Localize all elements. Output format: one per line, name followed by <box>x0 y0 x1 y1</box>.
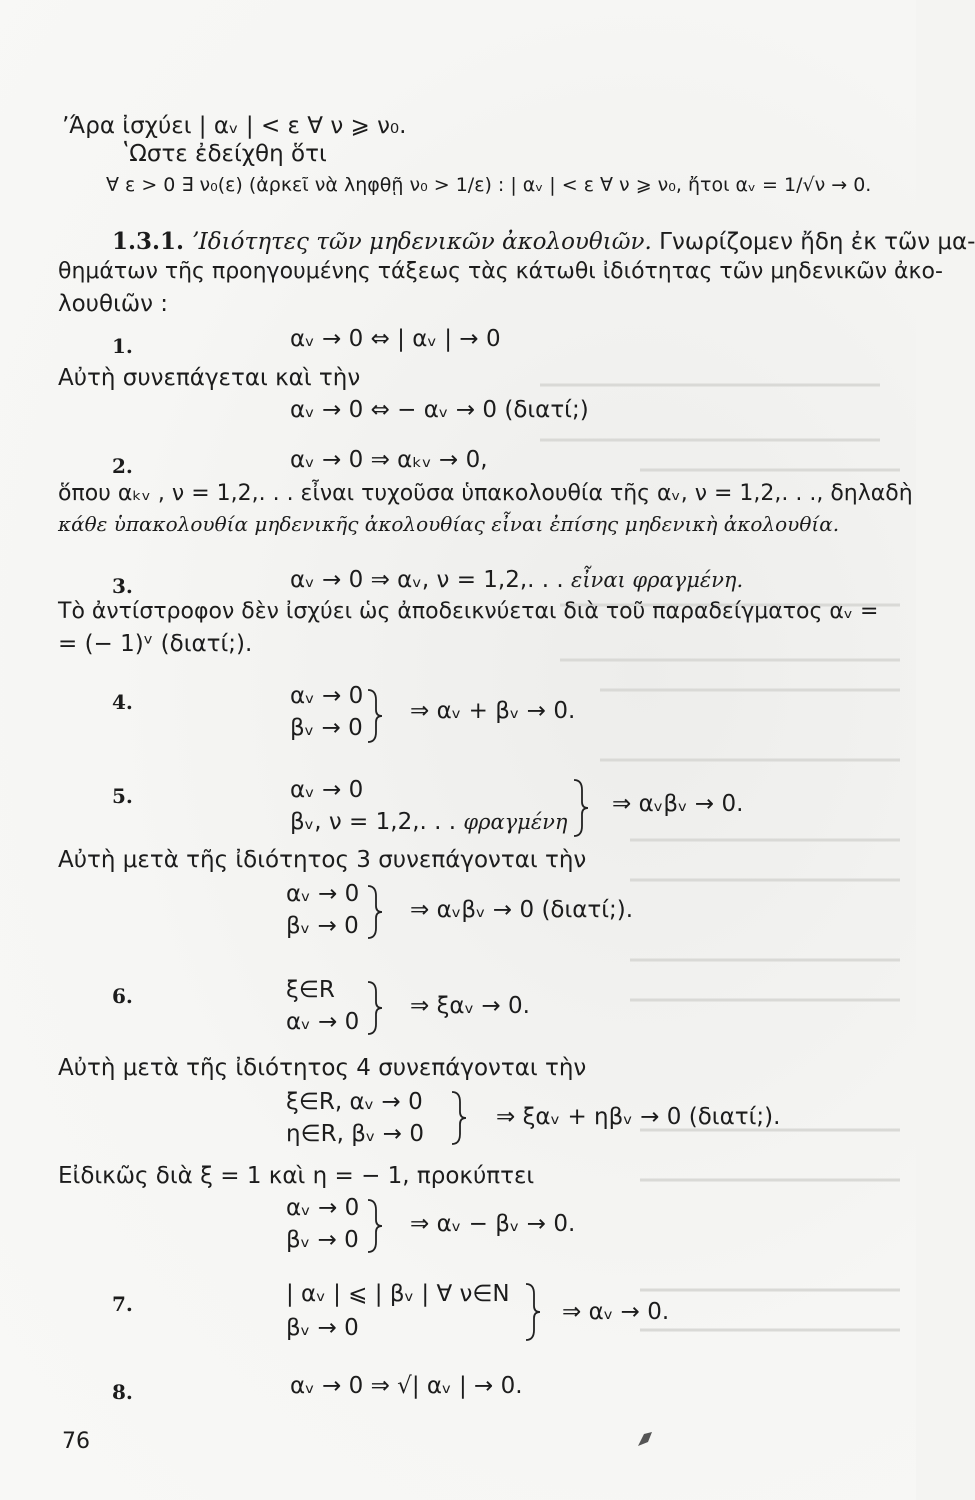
property-6-hyp-c: ξ∈R, αᵥ → 0 <box>286 1089 423 1115</box>
property-4-conclusion: ⇒ αᵥ + βᵥ → 0. <box>410 698 576 724</box>
right-brace-icon <box>572 778 592 838</box>
property-6-number: 6. <box>112 984 133 1008</box>
property-6-hyp-d: η∈R, βᵥ → 0 <box>286 1121 425 1147</box>
right-brace-icon <box>450 1090 470 1146</box>
property-6-conclusion-b: ⇒ ξαᵥ + ηβᵥ → 0 (διατί;). <box>496 1104 781 1130</box>
property-3-remark-b: = (− 1)ᵛ (διατί;). <box>58 631 253 657</box>
property-1-number: 1. <box>112 334 133 358</box>
right-brace-icon <box>366 688 386 744</box>
property-8-formula: αᵥ → 0 ⇒ √| αᵥ | → 0. <box>290 1373 523 1399</box>
right-brace-icon <box>366 980 386 1036</box>
property-2-number: 2. <box>112 454 133 478</box>
right-brace-icon <box>366 884 386 940</box>
property-5-hyp-d: βᵥ → 0 <box>286 913 359 939</box>
section-heading <box>112 228 975 256</box>
property-5-hyp-b-word: φραγμένη <box>463 810 568 834</box>
property-5-hyp-b <box>290 808 567 836</box>
paragraph-line-2: λουθιῶν : <box>58 291 169 317</box>
property-6-conclusion: ⇒ ξαᵥ → 0. <box>410 993 530 1019</box>
property-6-conclusion-c: ⇒ αᵥ − βᵥ → 0. <box>410 1211 576 1237</box>
ink-spot-icon <box>634 1428 656 1450</box>
property-6-hyp-a: ξ∈R <box>286 977 335 1003</box>
page-number: 76 <box>62 1429 90 1454</box>
property-6-hyp-e: αᵥ → 0 <box>286 1195 360 1221</box>
right-brace-icon <box>524 1282 544 1342</box>
property-5-conclusion: ⇒ αᵥβᵥ → 0. <box>612 791 744 817</box>
property-6-hyp-b: αᵥ → 0 <box>286 1009 360 1035</box>
section-number: 1.3.1. <box>112 228 185 255</box>
property-4-number: 4. <box>112 690 133 714</box>
property-4-hyp-a: αᵥ → 0 <box>290 683 364 709</box>
property-5-remark: Αὐτὴ μετὰ τῆς ἰδιότητος 3 συνεπάγονται τὴν <box>58 847 587 873</box>
property-3-formula-word: εἶναι φραγμένη. <box>571 568 744 592</box>
property-5-hyp-c: αᵥ → 0 <box>286 881 360 907</box>
property-3-formula <box>290 566 743 594</box>
property-5-hyp-b-math: βᵥ, ν = 1,2,. . . <box>290 809 457 835</box>
section-heading-rest: Γνωρίζομεν ἤδη ἐκ τῶν μα- <box>659 229 975 255</box>
property-5-conclusion-b: ⇒ αᵥβᵥ → 0 (διατί;). <box>410 897 634 923</box>
property-7-hyp-a: | αᵥ | ⩽ | βᵥ | ∀ ν∈N <box>286 1281 510 1307</box>
property-5-hyp-a: αᵥ → 0 <box>290 777 364 803</box>
property-1-remark: Αὐτὴ συνεπάγεται καὶ τὴν <box>58 365 361 391</box>
property-6-remark: Αὐτὴ μετὰ τῆς ἰδιότητος 4 συνεπάγονται τὴν <box>58 1055 587 1081</box>
property-3-number: 3. <box>112 574 133 598</box>
property-1-formula: αᵥ → 0 ⇔ | αᵥ | → 0 <box>290 326 501 352</box>
property-6-hyp-f: βᵥ → 0 <box>286 1227 359 1253</box>
property-3-remark: Τὸ ἀντίστροφον δὲν ἰσχύει ὡς ἀποδεικνύεται διὰ τοῦ παραδείγματος αᵥ = <box>58 599 879 624</box>
section-title: ʼΙδιότητες τῶν μηδενικῶν ἀκολουθιῶν. <box>191 229 652 255</box>
property-2-remark: ὅπου αₖᵥ , ν = 1,2,. . . εἶναι τυχοῦσα ὑπακολουθία τῆς αᵥ, ν = 1,2,. . ., δηλαδὴ <box>58 481 913 506</box>
property-2-formula: αᵥ → 0 ⇒ αₖᵥ → 0, <box>290 447 488 473</box>
property-3-formula-math: αᵥ → 0 ⇒ αᵥ, ν = 1,2,. . . <box>290 567 564 593</box>
intro-line-3: ∀ ε > 0 ∃ ν₀(ε) (ἀρκεῖ νὰ ληφθῇ ν₀ > 1/ε) : | αᵥ | < ε ∀ ν ⩾ ν₀, ἤτοι αᵥ = 1/√ν → 0. <box>106 174 872 196</box>
property-7-conclusion: ⇒ αᵥ → 0. <box>562 1299 670 1325</box>
right-brace-icon <box>366 1198 386 1254</box>
property-5-number: 5. <box>112 784 133 808</box>
property-7-number: 7. <box>112 1292 133 1316</box>
intro-line-1: ʼΆρα ἰσχύει | αᵥ | < ε ∀ ν ⩾ ν₀. <box>62 113 407 139</box>
paragraph-line-1: θημάτων τῆς προηγουμένης τάξεως τὰς κάτωθι ἰδιότητας τῶν μηδενικῶν ἀκο- <box>58 259 943 284</box>
property-6-special-case: Εἰδικῶς διὰ ξ = 1 καὶ η = − 1, προκύπτει <box>58 1163 535 1189</box>
property-8-number: 8. <box>112 1380 133 1404</box>
property-7-hyp-b: βᵥ → 0 <box>286 1315 359 1341</box>
property-4-hyp-b: βᵥ → 0 <box>290 715 363 741</box>
property-2-remark-b: κάθε ὑπακολουθία μηδενικῆς ἀκολουθίας εἶναι ἐπίσης μηδενικὴ ἀκολουθία. <box>58 512 840 536</box>
intro-line-2: ʽΩστε ἐδείχθη ὅτι <box>122 141 327 167</box>
property-1-formula-b: αᵥ → 0 ⇔ − αᵥ → 0 (διατί;) <box>290 397 589 423</box>
